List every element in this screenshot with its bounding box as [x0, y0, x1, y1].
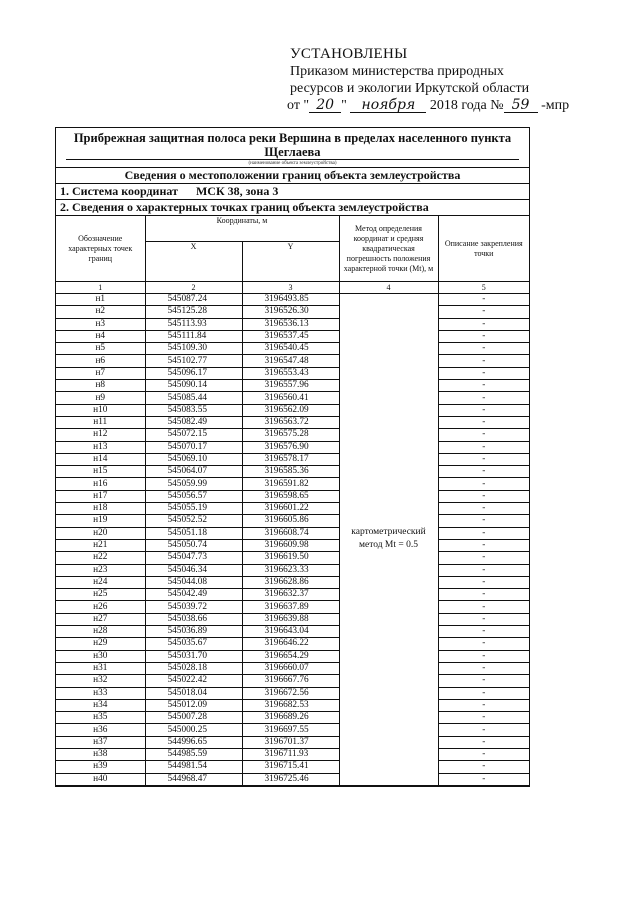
point-id-cell: н36 — [56, 724, 145, 736]
description-cell: - — [438, 416, 529, 428]
y-cell: 3196578.17 — [242, 453, 339, 465]
description-cell: - — [438, 613, 529, 625]
point-id-cell: н38 — [56, 748, 145, 760]
table-row — [56, 416, 529, 428]
y-cell: 3196628.86 — [242, 576, 339, 588]
point-id-cell: н32 — [56, 675, 145, 687]
y-cell: 3196553.43 — [242, 367, 339, 379]
description-cell: - — [438, 539, 529, 551]
description-cell: - — [438, 773, 529, 785]
point-id-cell: н15 — [56, 466, 145, 478]
coordinate-system-value: МСК 38, зона 3 — [195, 184, 279, 198]
y-cell: 3196601.22 — [242, 503, 339, 515]
x-cell: 545038.66 — [145, 613, 242, 625]
point-id-cell: н13 — [56, 441, 145, 453]
y-cell: 3196654.29 — [242, 650, 339, 662]
point-id-cell: н3 — [56, 318, 145, 330]
description-cell: - — [438, 306, 529, 318]
quote-close: " — [341, 98, 347, 113]
order-line-2: ресурсов и экологии Иркутской области — [290, 81, 530, 96]
table-row — [56, 539, 529, 551]
y-cell: 3196660.07 — [242, 662, 339, 674]
description-cell: - — [438, 318, 529, 330]
description-cell: - — [438, 589, 529, 601]
point-id-cell: н6 — [56, 355, 145, 367]
col-y-header: Y — [242, 242, 339, 282]
point-id-cell: н23 — [56, 564, 145, 576]
y-cell: 3196526.30 — [242, 306, 339, 318]
x-cell: 545047.73 — [145, 552, 242, 564]
description-cell: - — [438, 503, 529, 515]
table-row — [56, 527, 529, 539]
description-cell: - — [438, 330, 529, 342]
table-row — [56, 712, 529, 724]
y-cell: 3196725.46 — [242, 773, 339, 785]
description-cell: - — [438, 294, 529, 306]
table-row — [56, 650, 529, 662]
approved-heading: УСТАНОВЛЕНЫ — [290, 46, 408, 62]
x-cell: 544996.65 — [145, 736, 242, 748]
x-cell: 545028.18 — [145, 662, 242, 674]
point-id-cell: н27 — [56, 613, 145, 625]
object-title: Прибрежная защитная полоса реки Вершина в пределах населенного пункта Щеглаева — [73, 131, 512, 159]
y-cell: 3196598.65 — [242, 490, 339, 502]
table-row — [56, 478, 529, 490]
x-cell: 545069.10 — [145, 453, 242, 465]
table-row — [56, 330, 529, 342]
table-row — [56, 699, 529, 711]
table-row — [56, 687, 529, 699]
point-id-cell: н24 — [56, 576, 145, 588]
x-cell: 545022.42 — [145, 675, 242, 687]
col-point-header: Обозначение характерных точек границ — [56, 216, 145, 282]
description-cell: - — [438, 626, 529, 638]
description-cell: - — [438, 712, 529, 724]
description-cell: - — [438, 453, 529, 465]
table-row — [56, 318, 529, 330]
col-coords-header: Координаты, м — [145, 216, 339, 242]
description-cell: - — [438, 392, 529, 404]
x-cell: 545031.70 — [145, 650, 242, 662]
x-cell: 545051.18 — [145, 527, 242, 539]
point-id-cell: н33 — [56, 687, 145, 699]
y-cell: 3196605.86 — [242, 515, 339, 527]
table-row — [56, 564, 529, 576]
point-id-cell: н11 — [56, 416, 145, 428]
table-row — [56, 466, 529, 478]
from-label: от " — [287, 98, 310, 113]
table-row — [56, 392, 529, 404]
description-cell: - — [438, 687, 529, 699]
table-row — [56, 589, 529, 601]
points-table — [56, 215, 529, 786]
document-frame — [55, 127, 530, 787]
y-cell: 3196576.90 — [242, 441, 339, 453]
description-cell: - — [438, 601, 529, 613]
method-text-1: картометрический — [351, 527, 426, 538]
x-cell: 545052.52 — [145, 515, 242, 527]
y-cell: 3196715.41 — [242, 761, 339, 773]
y-cell: 3196562.09 — [242, 404, 339, 416]
y-cell: 3196560.41 — [242, 392, 339, 404]
description-cell: - — [438, 638, 529, 650]
point-id-cell: н37 — [56, 736, 145, 748]
description-cell: - — [438, 490, 529, 502]
order-line-1: Приказом министерства природных — [290, 64, 504, 79]
description-cell: - — [438, 466, 529, 478]
table-row — [56, 576, 529, 588]
x-cell: 545113.93 — [145, 318, 242, 330]
point-id-cell: н20 — [56, 527, 145, 539]
description-cell: - — [438, 552, 529, 564]
x-cell: 545070.17 — [145, 441, 242, 453]
description-cell: - — [438, 662, 529, 674]
x-cell: 545046.34 — [145, 564, 242, 576]
x-cell: 545050.74 — [145, 539, 242, 551]
x-cell: 545056.57 — [145, 490, 242, 502]
method-cell — [339, 294, 438, 786]
table-row — [56, 355, 529, 367]
point-id-cell: н10 — [56, 404, 145, 416]
y-cell: 3196563.72 — [242, 416, 339, 428]
table-row — [56, 453, 529, 465]
point-id-cell: н2 — [56, 306, 145, 318]
x-cell: 545102.77 — [145, 355, 242, 367]
description-cell: - — [438, 699, 529, 711]
x-cell: 545007.28 — [145, 712, 242, 724]
y-cell: 3196637.89 — [242, 601, 339, 613]
points-title: 2. Сведения о характерных точках границ объекта землеустройства — [56, 199, 529, 215]
description-cell: - — [438, 429, 529, 441]
x-cell: 545055.19 — [145, 503, 242, 515]
y-cell: 3196672.56 — [242, 687, 339, 699]
point-id-cell: н14 — [56, 453, 145, 465]
y-cell: 3196537.45 — [242, 330, 339, 342]
approval-header — [287, 45, 620, 115]
point-id-cell: н40 — [56, 773, 145, 785]
x-cell: 545044.08 — [145, 576, 242, 588]
table-row — [56, 662, 529, 674]
description-cell: - — [438, 748, 529, 760]
x-cell: 545012.09 — [145, 699, 242, 711]
table-row — [56, 601, 529, 613]
method-text-2: метод Mt = 0.5 — [358, 540, 418, 551]
x-cell: 544985.59 — [145, 748, 242, 760]
point-id-cell: н17 — [56, 490, 145, 502]
point-id-cell: н19 — [56, 515, 145, 527]
table-row — [56, 503, 529, 515]
table-row — [56, 638, 529, 650]
y-cell: 3196585.36 — [242, 466, 339, 478]
x-cell: 545096.17 — [145, 367, 242, 379]
point-id-cell: н5 — [56, 343, 145, 355]
table-row — [56, 380, 529, 392]
x-cell: 545072.15 — [145, 429, 242, 441]
col-number-5: 5 — [438, 282, 529, 294]
table-row — [56, 773, 529, 785]
handwritten-order-number: 59 — [504, 98, 538, 113]
point-id-cell: н29 — [56, 638, 145, 650]
x-cell: 545000.25 — [145, 724, 242, 736]
y-cell: 3196623.33 — [242, 564, 339, 576]
y-cell: 3196697.55 — [242, 724, 339, 736]
table-row — [56, 748, 529, 760]
y-cell: 3196619.50 — [242, 552, 339, 564]
x-cell: 545109.30 — [145, 343, 242, 355]
description-cell: - — [438, 564, 529, 576]
point-id-cell: н31 — [56, 662, 145, 674]
table-row — [56, 367, 529, 379]
coordinate-system-label: 1. Система координат — [60, 184, 178, 198]
x-cell: 545039.72 — [145, 601, 242, 613]
y-cell: 3196493.85 — [242, 294, 339, 306]
point-id-cell: н18 — [56, 503, 145, 515]
description-cell: - — [438, 736, 529, 748]
point-id-cell: н28 — [56, 626, 145, 638]
table-row — [56, 404, 529, 416]
y-cell: 3196557.96 — [242, 380, 339, 392]
col-number-1: 1 — [56, 282, 145, 294]
description-cell: - — [438, 441, 529, 453]
y-cell: 3196609.98 — [242, 539, 339, 551]
section-title: Сведения о местоположении границ объекта землеустройства — [56, 167, 529, 183]
x-cell: 545036.89 — [145, 626, 242, 638]
x-cell: 545035.67 — [145, 638, 242, 650]
handwritten-day: 20 — [309, 98, 341, 113]
point-id-cell: н22 — [56, 552, 145, 564]
handwritten-month: ноября — [350, 98, 426, 113]
table-row — [56, 736, 529, 748]
description-cell: - — [438, 404, 529, 416]
point-id-cell: н30 — [56, 650, 145, 662]
x-cell: 545082.49 — [145, 416, 242, 428]
y-cell: 3196711.93 — [242, 748, 339, 760]
point-id-cell: н4 — [56, 330, 145, 342]
description-cell: - — [438, 478, 529, 490]
x-cell: 545018.04 — [145, 687, 242, 699]
table-row — [56, 626, 529, 638]
y-cell: 3196689.26 — [242, 712, 339, 724]
y-cell: 3196608.74 — [242, 527, 339, 539]
year-label: 2018 года № — [429, 98, 504, 113]
x-cell: 545087.24 — [145, 294, 242, 306]
description-cell: - — [438, 527, 529, 539]
y-cell: 3196682.53 — [242, 699, 339, 711]
point-id-cell: н25 — [56, 589, 145, 601]
table-row — [56, 724, 529, 736]
table-row — [56, 613, 529, 625]
y-cell: 3196646.22 — [242, 638, 339, 650]
point-id-cell: н12 — [56, 429, 145, 441]
table-row — [56, 441, 529, 453]
table-row — [56, 515, 529, 527]
table-row — [56, 761, 529, 773]
description-cell: - — [438, 515, 529, 527]
point-id-cell: н9 — [56, 392, 145, 404]
object-title-note: (наименование объекта землеустройства) — [66, 159, 519, 167]
col-desc-header: Описание закрепления точки — [438, 216, 529, 282]
table-row — [56, 675, 529, 687]
x-cell: 545111.84 — [145, 330, 242, 342]
y-cell: 3196591.82 — [242, 478, 339, 490]
col-x-header: X — [145, 242, 242, 282]
y-cell: 3196632.37 — [242, 589, 339, 601]
point-id-cell: н35 — [56, 712, 145, 724]
description-cell: - — [438, 380, 529, 392]
points-table-body — [56, 294, 529, 786]
point-id-cell: н16 — [56, 478, 145, 490]
description-cell: - — [438, 367, 529, 379]
y-cell: 3196667.76 — [242, 675, 339, 687]
x-cell: 545042.49 — [145, 589, 242, 601]
table-row — [56, 343, 529, 355]
point-id-cell: н21 — [56, 539, 145, 551]
col-number-3: 3 — [242, 282, 339, 294]
x-cell: 545085.44 — [145, 392, 242, 404]
description-cell: - — [438, 355, 529, 367]
col-method-header: Метод определения координат и средняя квадратическая погрешность положения характерной точки (Mt), м — [339, 216, 438, 282]
order-suffix: -мпр — [541, 98, 570, 113]
x-cell: 545064.07 — [145, 466, 242, 478]
table-row — [56, 306, 529, 318]
table-row — [56, 490, 529, 502]
order-date-line — [287, 97, 620, 115]
table-row — [56, 552, 529, 564]
y-cell: 3196643.04 — [242, 626, 339, 638]
x-cell: 545090.14 — [145, 380, 242, 392]
description-cell: - — [438, 675, 529, 687]
description-cell: - — [438, 724, 529, 736]
point-id-cell: н8 — [56, 380, 145, 392]
point-id-cell: н7 — [56, 367, 145, 379]
table-row — [56, 294, 529, 306]
x-cell: 545125.28 — [145, 306, 242, 318]
description-cell: - — [438, 576, 529, 588]
description-cell: - — [438, 650, 529, 662]
y-cell: 3196547.48 — [242, 355, 339, 367]
y-cell: 3196639.88 — [242, 613, 339, 625]
y-cell: 3196540.45 — [242, 343, 339, 355]
table-row — [56, 429, 529, 441]
coordinate-system-row — [56, 183, 529, 199]
description-cell: - — [438, 761, 529, 773]
point-id-cell: н1 — [56, 294, 145, 306]
point-id-cell: н26 — [56, 601, 145, 613]
x-cell: 544981.54 — [145, 761, 242, 773]
x-cell: 545059.99 — [145, 478, 242, 490]
col-number-4: 4 — [339, 282, 438, 294]
x-cell: 545083.55 — [145, 404, 242, 416]
description-cell: - — [438, 343, 529, 355]
col-number-2: 2 — [145, 282, 242, 294]
y-cell: 3196575.28 — [242, 429, 339, 441]
y-cell: 3196701.37 — [242, 736, 339, 748]
x-cell: 544968.47 — [145, 773, 242, 785]
point-id-cell: н39 — [56, 761, 145, 773]
point-id-cell: н34 — [56, 699, 145, 711]
y-cell: 3196536.13 — [242, 318, 339, 330]
